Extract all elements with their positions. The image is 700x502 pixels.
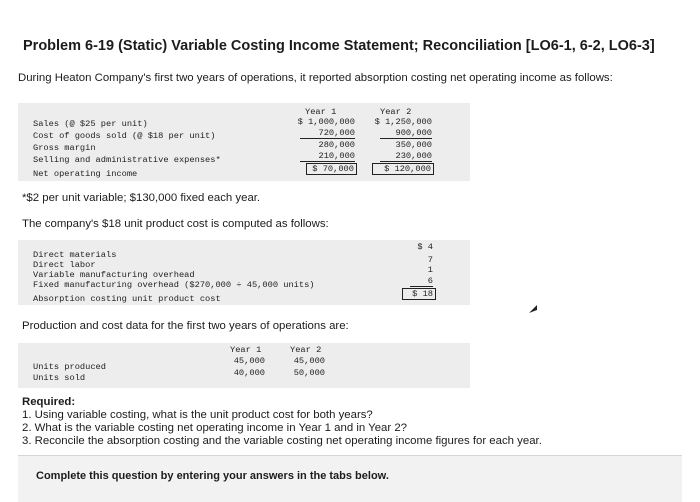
unit-cost-row-label: Direct materials [33, 250, 117, 260]
production-row-y1: 45,000 [233, 356, 265, 366]
unit-cost-row-value: 1 [427, 265, 433, 275]
problem-title: Problem 6-19 (Static) Variable Costing Income Statement; Reconciliation [LO6-1, 6-2, LO6-3] [23, 38, 655, 54]
required-item: 2. What is the variable costing net operating income in Year 1 and in Year 2? [22, 422, 408, 434]
production-row-y2: 50,000 [293, 368, 325, 378]
production-header-year2: Year 2 [290, 345, 322, 355]
production-row-y1: 40,000 [233, 368, 265, 378]
unit-cost-row-label: Direct labor [33, 260, 96, 270]
required-heading: Required: [22, 396, 76, 408]
income-header-year2: Year 2 [380, 107, 412, 117]
required-item: 3. Reconcile the absorption costing and the variable costing net operating income figures for each year. [22, 435, 542, 447]
income-row-y1: $ 1,000,000 [297, 117, 355, 127]
production-header-year1: Year 1 [230, 345, 262, 355]
unit-cost-row-value: 6 [410, 276, 433, 287]
unit-cost-row-label: Absorption costing unit product cost [33, 294, 221, 304]
income-row-label: Net operating income [33, 169, 138, 179]
income-header-year1: Year 1 [305, 107, 337, 117]
required-item: 1. Using variable costing, what is the unit product cost for both years? [22, 409, 373, 421]
income-row-y1: 280,000 [318, 140, 355, 150]
income-row-label: Selling and administrative expenses* [33, 155, 221, 165]
income-row-y1: 720,000 [300, 128, 355, 139]
production-row-label: Units sold [33, 373, 86, 383]
unit-cost-row-label: Fixed manufacturing overhead ($270,000 ÷ 45,000 units) [33, 280, 315, 290]
income-row-y2: 350,000 [395, 140, 432, 150]
production-row-y2: 45,000 [293, 356, 325, 366]
production-row-label: Units produced [33, 362, 106, 372]
unit-cost-row-value: $ 18 [402, 288, 436, 300]
income-row-label: Sales (@ $25 per unit) [33, 119, 148, 129]
production-intro: Production and cost data for the first two years of operations are: [22, 320, 349, 332]
unit-cost-row-label: Variable manufacturing overhead [33, 270, 195, 280]
income-row-y1: $ 70,000 [306, 163, 357, 175]
income-row-y2: $ 1,250,000 [374, 117, 432, 127]
income-row-y1: 210,000 [300, 151, 355, 162]
income-row-label: Cost of goods sold (@ $18 per unit) [33, 131, 216, 141]
footnote: *$2 per unit variable; $130,000 fixed each year. [22, 192, 261, 204]
income-row-y2: 900,000 [380, 128, 432, 139]
unit-cost-row-value: $ 4 [417, 242, 433, 252]
income-row-y2: $ 120,000 [372, 163, 434, 175]
cursor-arrow-icon [528, 304, 538, 314]
unit-cost-row-value: 7 [427, 255, 433, 265]
instructions-text: Complete this question by entering your answers in the tabs below. [36, 470, 389, 482]
income-row-y2: 230,000 [380, 151, 432, 162]
unit-cost-intro: The company's $18 unit product cost is computed as follows: [22, 218, 329, 230]
intro-text: During Heaton Company's first two years of operations, it reported absorption costing net operating income as follows: [18, 72, 613, 84]
income-row-label: Gross margin [33, 143, 96, 153]
